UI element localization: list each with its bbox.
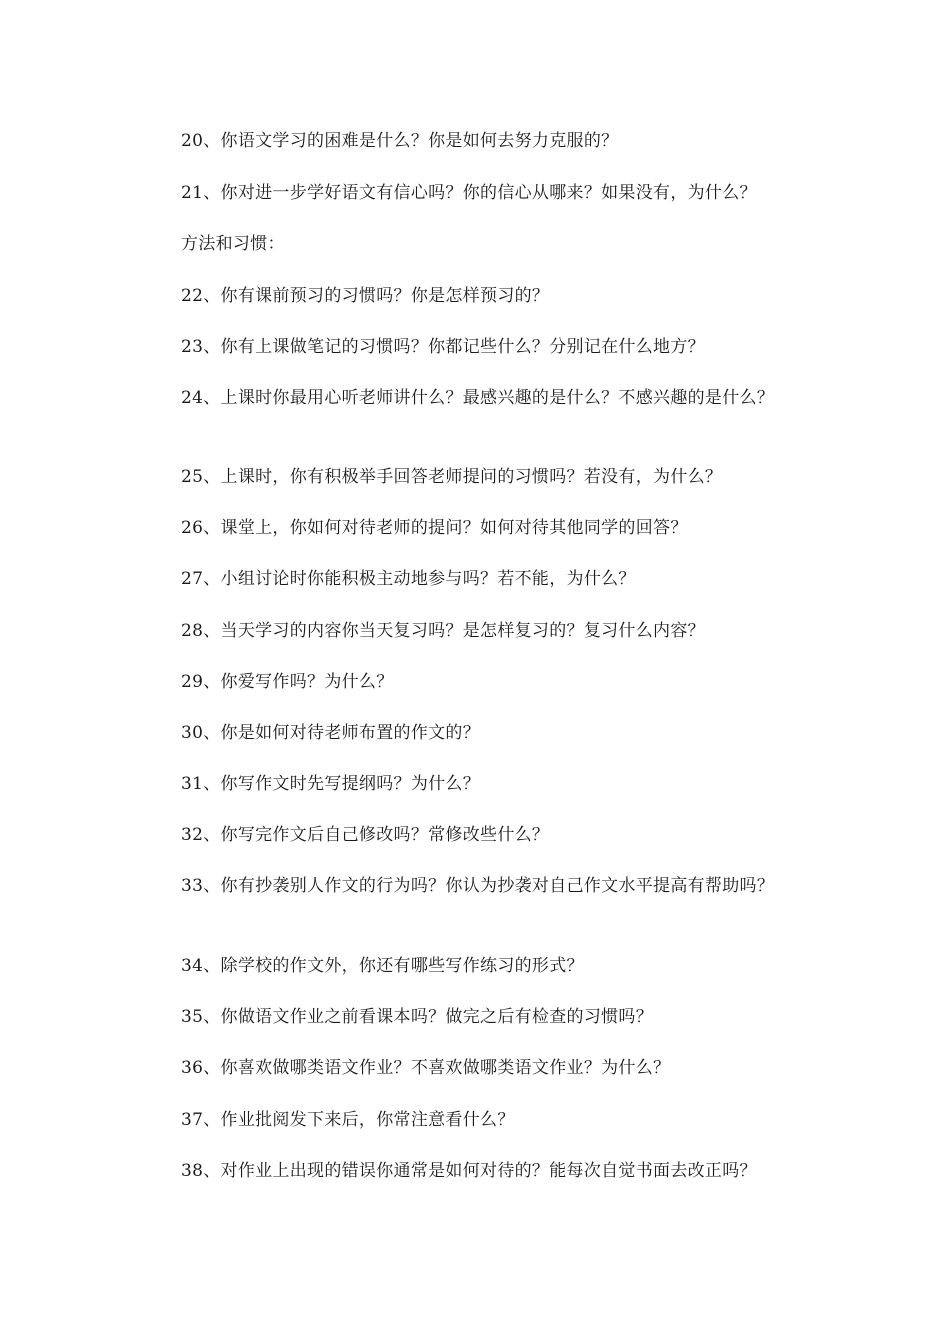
question-22: 22、你有课前预习的习惯吗？你是怎样预习的？ [181, 286, 550, 306]
question-20: 20、你语文学习的困难是什么？你是如何去努力克服的？ [181, 131, 619, 151]
question-37: 37、作业批阅发下来后，你常注意看什么？ [181, 1110, 515, 1130]
question-38: 38、对作业上出现的错误你通常是如何对待的？能每次自觉书面去改正吗？ [181, 1161, 757, 1181]
question-27: 27、小组讨论时你能积极主动地参与吗？若不能，为什么？ [181, 569, 636, 589]
question-21: 21、你对进一步学好语文有信心吗？你的信心从哪来？如果没有，为什么？ [181, 183, 757, 203]
question-28: 28、当天学习的内容你当天复习吗？是怎样复习的？复习什么内容？ [181, 621, 705, 641]
question-33: 33、你有抄袭别人作文的行为吗？你认为抄袭对自己作文水平提高有帮助吗？ [181, 876, 775, 896]
question-25: 25、上课时，你有积极举手回答老师提问的习惯吗？若没有，为什么？ [181, 467, 723, 487]
question-24: 24、上课时你最用心听老师讲什么？最感兴趣的是什么？不感兴趣的是什么？ [181, 388, 775, 408]
question-36: 36、你喜欢做哪类语文作业？不喜欢做哪类语文作业？为什么？ [181, 1058, 671, 1078]
question-31: 31、你写作文时先写提纲吗？为什么？ [181, 774, 481, 794]
question-29: 29、你爱写作吗？为什么？ [181, 672, 394, 692]
section-heading-methods-habits: 方法和习惯： [181, 234, 285, 254]
question-35: 35、你做语文作业之前看课本吗？做完之后有检查的习惯吗？ [181, 1007, 654, 1027]
question-32: 32、你写完作文后自己修改吗？常修改些什么？ [181, 825, 550, 845]
question-34: 34、除学校的作文外，你还有哪些写作练习的形式？ [181, 956, 584, 976]
question-26: 26、课堂上，你如何对待老师的提问？如何对待其他同学的回答？ [181, 518, 688, 538]
question-30: 30、你是如何对待老师布置的作文的？ [181, 723, 481, 743]
question-23: 23、你有上课做笔记的习惯吗？你都记些什么？分别记在什么地方？ [181, 337, 705, 357]
